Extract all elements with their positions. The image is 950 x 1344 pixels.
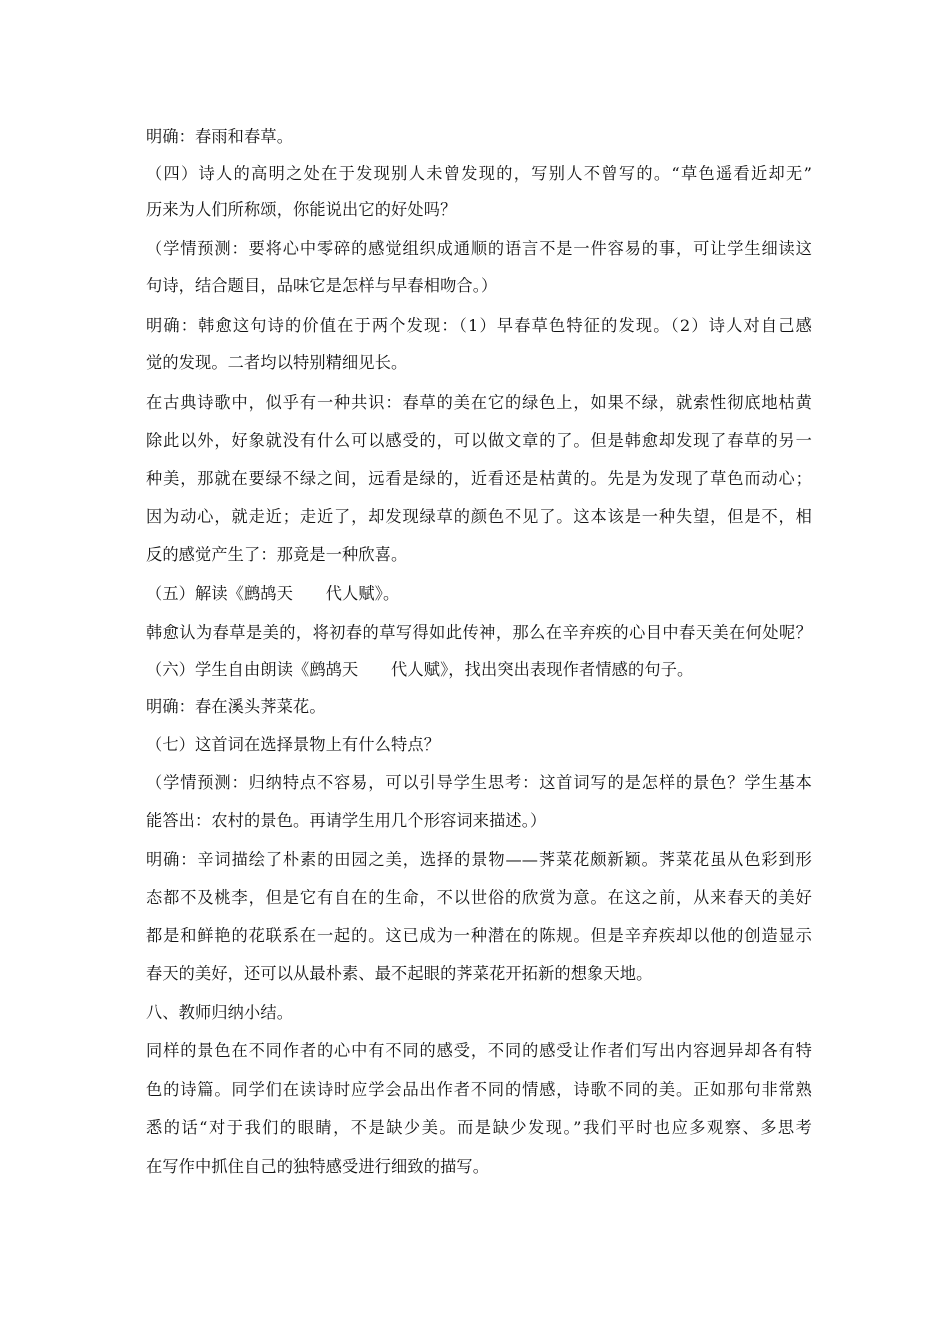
paragraph-line: 八、教师归纳小结。 — [146, 1003, 294, 1022]
paragraph-line: （学情预测：归纳特点不容易，可以引导学生思考：这首词写的是怎样的景色？学生基本 — [146, 773, 812, 792]
paragraph-line: 悉的话“对于我们的眼睛，不是缺少美。而是缺少发现。”我们平时也应多观察、多思考 — [146, 1118, 812, 1137]
paragraph-line: 在写作中抓住自己的独特感受进行细致的描写。 — [146, 1157, 490, 1176]
paragraph-line: 明确：春在溪头荠菜花。 — [146, 697, 326, 716]
paragraph-line: 种美，那就在要绿不绿之间，远看是绿的，近看还是枯黄的。先是为发现了草色而动心； — [146, 469, 812, 488]
paragraph-line: 色的诗篇。同学们在读诗时应学会品出作者不同的情感，诗歌不同的美。正如那句非常熟 — [146, 1080, 812, 1099]
paragraph-line: 觉的发现。二者均以特别精细见长。 — [146, 353, 408, 372]
paragraph-line: 春天的美好，还可以从最朴素、最不起眼的荠菜花开拓新的想象天地。 — [146, 964, 653, 983]
paragraph-line: 在古典诗歌中，似乎有一种共识：春草的美在它的绿色上，如果不绿，就索性彻底地枯黄 — [146, 393, 812, 412]
paragraph-line: 明确：辛词描绘了朴素的田园之美，选择的景物——荠菜花颇新颖。荠菜花虽从色彩到形 — [146, 850, 812, 869]
paragraph-line: 历来为人们所称颂，你能说出它的好处吗？ — [146, 200, 457, 219]
paragraph-line: 态都不及桃李，但是它有自在的生命，不以世俗的欣赏为意。在这之前，从来春天的美好 — [146, 888, 812, 907]
paragraph-line: 同样的景色在不同作者的心中有不同的感受，不同的感受让作者们写出内容迥异却各有特 — [146, 1041, 812, 1060]
paragraph-line: 韩愈认为春草是美的，将初春的草写得如此传神，那么在辛弃疾的心目中春天美在何处呢？ — [146, 623, 812, 642]
paragraph-line: 都是和鲜艳的花联系在一起的。这已成为一种潜在的陈规。但是辛弃疾却以他的创造显示 — [146, 926, 812, 945]
paragraph-line: 明确：春雨和春草。 — [146, 127, 294, 146]
paragraph-line: （五）解读《鹧鸪天 代人赋》。 — [146, 584, 400, 603]
paragraph-line: 除此以外，好象就没有什么可以感受的，可以做文章的了。但是韩愈却发现了春草的另一 — [146, 431, 812, 450]
paragraph-line: 反的感觉产生了：那竟是一种欣喜。 — [146, 545, 408, 564]
paragraph-line: （四）诗人的高明之处在于发现别人未曾发现的，写别人不曾写的。“草色遥看近却无” — [146, 164, 812, 183]
paragraph-line: （六）学生自由朗读《鹧鸪天 代人赋》，找出突出表现作者情感的句子。 — [146, 660, 694, 679]
paragraph-line: 能答出：农村的景色。再请学生用几个形容词来描述。） — [146, 811, 547, 830]
paragraph-line: 明确：韩愈这句诗的价值在于两个发现：（1）早春草色特征的发现。（2）诗人对自己感 — [146, 316, 812, 335]
paragraph-line: （学情预测：要将心中零碎的感觉组织成通顺的语言不是一件容易的事，可让学生细读这 — [146, 239, 812, 258]
paragraph-line: 因为动心，就走近；走近了，却发现绿草的颜色不见了。这本该是一种失望，但是不，相 — [146, 507, 812, 526]
paragraph-line: （七）这首词在选择景物上有什么特点？ — [146, 735, 441, 754]
paragraph-line: 句诗，结合题目，品味它是怎样与早春相吻合。） — [146, 276, 498, 295]
